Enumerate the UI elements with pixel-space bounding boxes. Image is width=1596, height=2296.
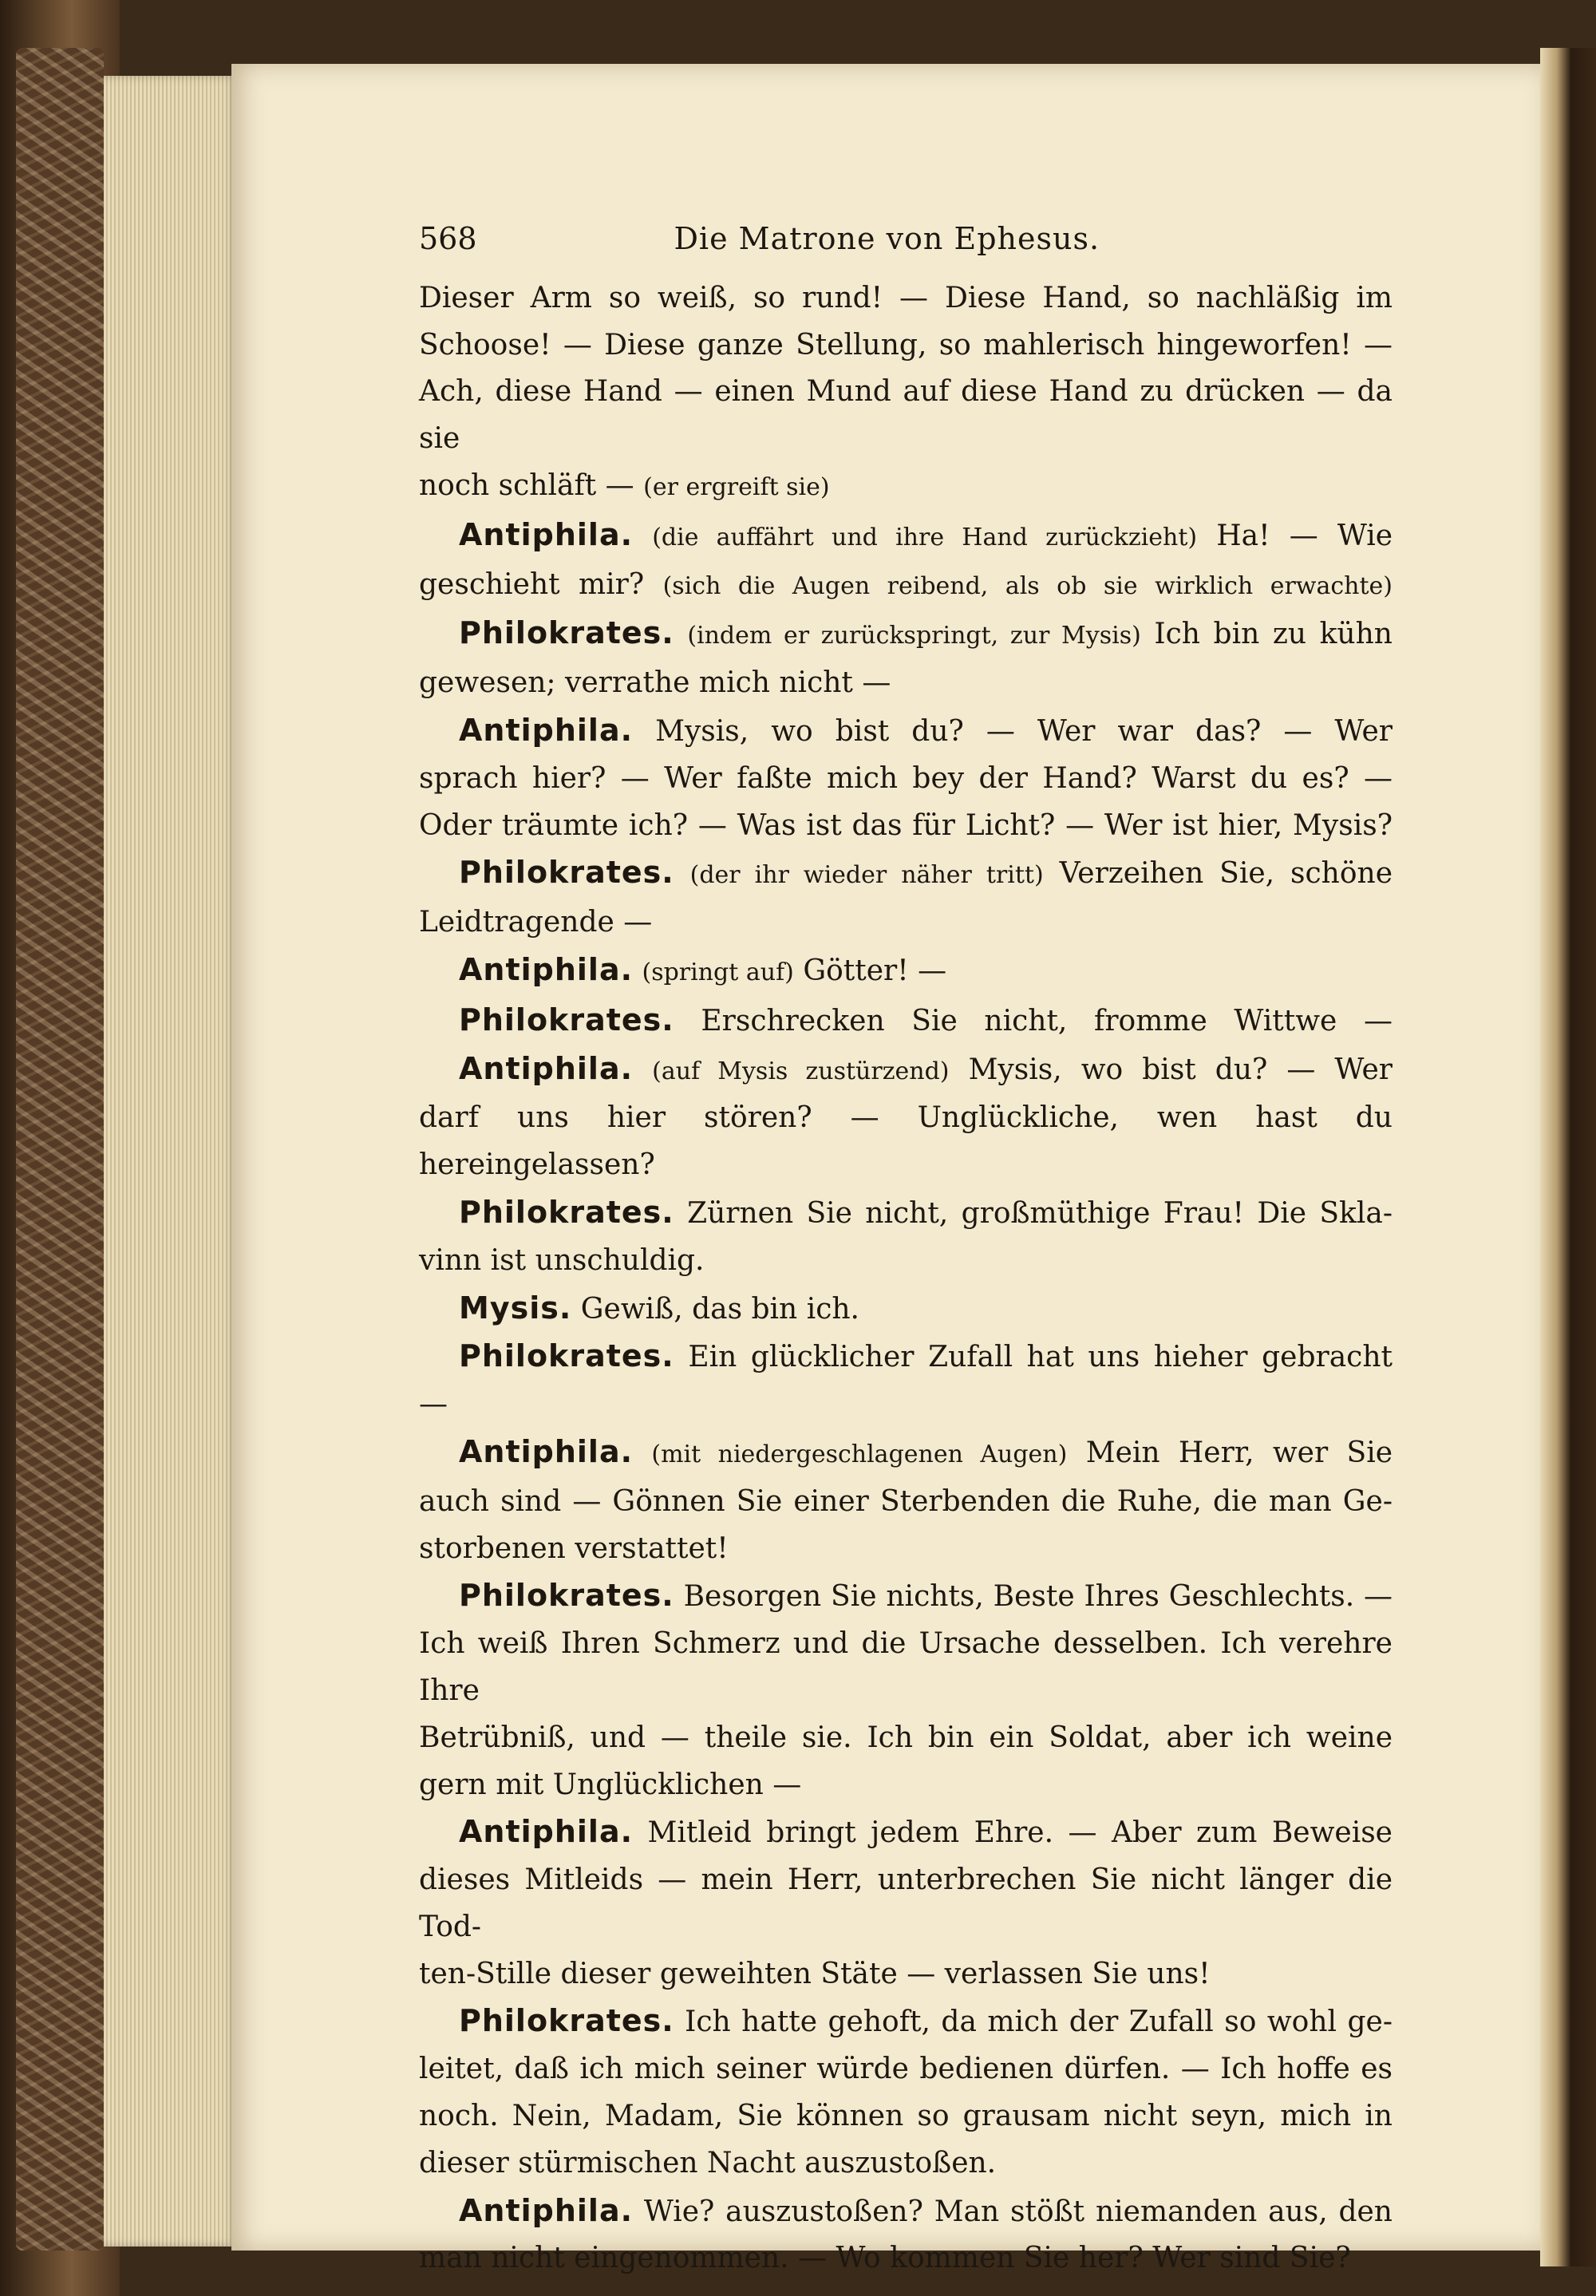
text-line — [419, 1762, 1393, 1809]
text-line — [419, 2235, 1393, 2282]
text-line — [419, 1621, 1393, 1715]
line-text: Schoose! — Diese ganze Stellung, so mahlerisch hingeworfen! — — [419, 328, 1393, 362]
text-line — [419, 2140, 1393, 2187]
speaker-name: Antiphila. — [459, 1433, 634, 1469]
line-text: geschieht mir? — [419, 567, 645, 601]
speech-line — [419, 512, 1393, 562]
text-line — [419, 562, 1393, 611]
text-line — [419, 275, 1393, 322]
speech-line — [419, 1189, 1393, 1238]
speech-line — [419, 849, 1393, 899]
speaker-name: Philokrates. — [459, 855, 674, 891]
text-line — [419, 1715, 1393, 1762]
speaker-name: Philokrates. — [459, 1578, 674, 1614]
speech-line — [419, 610, 1393, 660]
line-text: storbenen verstattet! — [419, 1531, 729, 1565]
line-text: gern mit Unglücklichen — — [419, 1768, 802, 1801]
text-line — [419, 1095, 1393, 1189]
line-text: leitet, daß ich mich seiner würde bedienen dürfen. — Ich hoffe es — [419, 2053, 1393, 2086]
stage-direction: (sich die Augen reibend, als ob sie wirklich erwachte) — [662, 571, 1393, 600]
line-text: dieser stürmischen Nacht auszustoßen. — [419, 2146, 997, 2179]
line-text: Mitleid bringt jedem Ehre. — Aber zum Beweise — [647, 1816, 1393, 1850]
text-line — [419, 2093, 1393, 2140]
speech-line — [419, 707, 1393, 756]
speech-line — [419, 1045, 1393, 1096]
page-edges — [104, 76, 239, 2247]
stage-direction: (der ihr wieder näher tritt) — [689, 861, 1044, 890]
text-line — [419, 899, 1393, 946]
stage-direction: (mit niedergeschlagenen Augen) — [651, 1440, 1068, 1468]
line-text: Mein Herr, wer Sie — [1085, 1436, 1393, 1469]
text-line — [419, 1479, 1393, 1526]
speech-line — [419, 2187, 1393, 2236]
speech-line — [419, 1572, 1393, 1621]
speech-line — [419, 1808, 1393, 1857]
speaker-name: Antiphila. — [459, 951, 634, 987]
speech-line — [419, 1333, 1393, 1429]
speaker-name: Philokrates. — [459, 615, 674, 651]
line-text: Leidtragende — — [419, 906, 653, 939]
line-text: Zürnen Sie nicht, großmüthige Frau! Die Skla- — [687, 1196, 1393, 1230]
line-text: auch sind — Gönnen Sie einer Sterbenden die Ruhe, die man Ge- — [419, 1484, 1393, 1518]
page-number: 568 — [419, 221, 477, 256]
line-text: Mysis, wo bist du? — Wer — [968, 1053, 1393, 1086]
line-text: Ich weiß Ihren Schmerz und die Ursache desselben. Ich verehre Ihre — [419, 1627, 1393, 1707]
text-line — [419, 756, 1393, 803]
speech-line — [419, 1285, 1393, 1334]
line-text: Betrübniß, und — theile sie. Ich bin ein Soldat, aber ich weine — [419, 1721, 1393, 1754]
stage-direction: (springt auf) — [642, 958, 794, 986]
text-line — [419, 803, 1393, 850]
running-title: Die Matrone von Ephesus. — [674, 221, 1100, 256]
line-text: Gewiß, das bin ich. — [580, 1292, 859, 1326]
text-line — [419, 463, 1393, 512]
line-text: Oder träumte ich? — Was ist das für Licht? — Wer ist hier, Mysis? — [419, 808, 1393, 842]
page-content — [419, 215, 1393, 2282]
speech-line — [419, 946, 1393, 997]
line-text: vinn ist unschuldig. — [419, 1243, 705, 1277]
text-line — [419, 1951, 1393, 1998]
text-body — [419, 275, 1393, 2282]
speaker-name: Antiphila. — [459, 1050, 634, 1086]
line-text: darf uns hier stören? — Unglückliche, wen hast du hereingelassen? — [419, 1101, 1393, 1182]
line-text: Mysis, wo bist du? — Wer war das? — Wer — [655, 714, 1393, 748]
speaker-name: Antiphila. — [459, 2192, 634, 2228]
gutter-next-page — [1540, 48, 1596, 2266]
text-line — [419, 322, 1393, 369]
line-text: Ha! — Wie — [1216, 519, 1393, 552]
text-line — [419, 369, 1393, 463]
line-text: Ich hatte gehoft, da mich der Zufall so wohl ge- — [685, 2006, 1393, 2039]
speech-line — [419, 1429, 1393, 1479]
line-text: Ich bin zu kühn — [1154, 618, 1393, 651]
line-text: man nicht eingenommen. — Wo kommen Sie her? Wer sind Sie? — [419, 2242, 1351, 2275]
speaker-name: Philokrates. — [459, 1338, 674, 1374]
text-line — [419, 2046, 1393, 2093]
text-line — [419, 1526, 1393, 1573]
line-text: Ein glücklicher Zufall hat uns hieher gebracht — — [419, 1341, 1393, 1421]
line-text: Ach, diese Hand — einen Mund auf diese Hand zu drücken — da sie — [419, 375, 1393, 456]
line-text: Götter! — — [803, 954, 947, 987]
marbled-endpaper — [16, 48, 104, 2251]
line-text: noch schläft — — [419, 468, 644, 502]
text-line — [419, 1238, 1393, 1285]
stage-direction: (er ergreift sie) — [643, 472, 830, 501]
stage-direction: (die auffährt und ihre Hand zurückzieht) — [652, 523, 1198, 551]
speech-line — [419, 997, 1393, 1045]
speaker-name: Philokrates. — [459, 1002, 674, 1037]
stage-direction: (indem er zurückspringt, zur Mysis) — [687, 622, 1141, 650]
line-text: sprach hier? — Wer faßte mich bey der Hand? Warst du es? — — [419, 761, 1393, 795]
speaker-name: Philokrates. — [459, 2003, 674, 2039]
line-text: gewesen; verrathe mich nicht — — [419, 666, 891, 700]
line-text: dieses Mitleids — mein Herr, unterbrechen Sie nicht länger die Tod- — [419, 1863, 1393, 1943]
speaker-name: Philokrates. — [459, 1194, 674, 1230]
line-text: Dieser Arm so weiß, so rund! — Diese Hand, so nachläßig im — [419, 281, 1393, 314]
line-text: Besorgen Sie nichts, Beste Ihres Geschlechts. — — [683, 1580, 1393, 1614]
line-text: noch. Nein, Madam, Sie können so grausam nicht seyn, mich in — [419, 2100, 1393, 2133]
line-text: Wie? auszustoßen? Man stößt niemanden aus, den — [643, 2195, 1393, 2228]
running-header — [419, 215, 1393, 263]
line-text: Erschrecken Sie nicht, fromme Wittwe — — [701, 1004, 1393, 1037]
text-line — [419, 1857, 1393, 1951]
speaker-name: Mysis. — [459, 1290, 572, 1326]
line-text: ten-Stille dieser geweihten Stäte — verlassen Sie uns! — [419, 1957, 1211, 1990]
stage-direction: (auf Mysis zustürzend) — [652, 1057, 950, 1085]
speech-line — [419, 1998, 1393, 2046]
speaker-name: Antiphila. — [459, 516, 634, 552]
speaker-name: Antiphila. — [459, 712, 634, 748]
line-text: Verzeihen Sie, schöne — [1059, 857, 1393, 891]
speaker-name: Antiphila. — [459, 1814, 634, 1850]
text-line — [419, 660, 1393, 707]
